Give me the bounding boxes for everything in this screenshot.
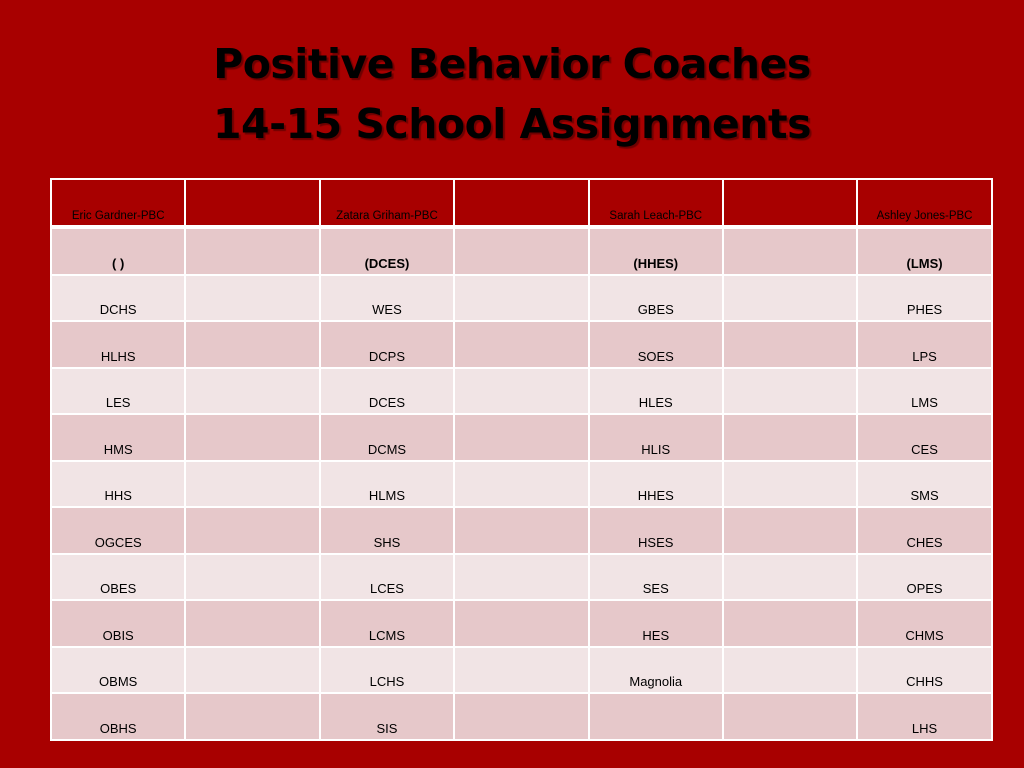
table-cell [454,554,588,601]
table-cell [185,693,319,740]
table-cell [185,275,319,322]
table-cell: OBES [51,554,185,601]
table-cell: LHS [857,693,991,740]
header-cell [723,179,857,227]
table-cell [723,461,857,508]
table-cell: HES [589,600,723,647]
table-cell: WES [320,275,454,322]
table-cell [185,461,319,508]
table-row [51,414,992,461]
table-cell: OBIS [51,600,185,647]
table-cell [723,507,857,554]
table-cell: HHES [589,461,723,508]
table-row [51,368,992,415]
table-cell [185,321,319,368]
table-row [51,600,992,647]
table-cell [185,368,319,415]
table-cell: OGCES [51,507,185,554]
table-cell: CES [857,414,991,461]
table-cell [723,321,857,368]
table-cell: LES [51,368,185,415]
table-cell [454,275,588,322]
table-cell [185,507,319,554]
table-cell [589,693,723,740]
table-cell [454,600,588,647]
table-row [51,321,992,368]
table-cell: DCMS [320,414,454,461]
table-cell: HHS [51,461,185,508]
table-cell: HLES [589,368,723,415]
table-cell [723,600,857,647]
table-cell: LMS [857,368,991,415]
header-cell: Eric Gardner-PBC [51,179,185,227]
table-cell [723,414,857,461]
table-cell [454,647,588,694]
table-cell: CHMS [857,600,991,647]
table-row [51,227,992,275]
table-row [51,554,992,601]
table-cell: HLHS [51,321,185,368]
table-cell: SMS [857,461,991,508]
table-cell: LCHS [320,647,454,694]
table-cell: SHS [320,507,454,554]
table-cell: HSES [589,507,723,554]
table-cell [723,693,857,740]
table-cell: GBES [589,275,723,322]
table-cell [454,227,588,275]
table-cell [454,321,588,368]
table-cell: (LMS) [857,227,991,275]
table-cell: OBMS [51,647,185,694]
table-cell: OBHS [51,693,185,740]
table-body [51,227,992,740]
table-cell: HLIS [589,414,723,461]
title-line-1: Positive Behavior Coaches [213,40,811,88]
table-row [51,507,992,554]
table-cell [723,368,857,415]
table-cell [454,368,588,415]
assignments-table [50,178,993,741]
table-cell: HMS [51,414,185,461]
table-cell [185,554,319,601]
table-row [51,461,992,508]
table-cell [723,275,857,322]
table-cell [723,227,857,275]
header-cell: Zatara Griham-PBC [320,179,454,227]
header-cell [454,179,588,227]
slide-title [0,34,1024,154]
table-cell [185,600,319,647]
table-cell: (HHES) [589,227,723,275]
table-cell [454,507,588,554]
table-cell [723,647,857,694]
table-cell [454,414,588,461]
table-cell: SOES [589,321,723,368]
table-header-row [51,179,992,227]
table-cell [185,227,319,275]
table-row [51,275,992,322]
table-cell: DCHS [51,275,185,322]
table-cell: CHES [857,507,991,554]
table-cell [185,647,319,694]
table-cell: LCES [320,554,454,601]
table-cell: HLMS [320,461,454,508]
table-cell: Magnolia [589,647,723,694]
table-cell: SIS [320,693,454,740]
table-cell: DCPS [320,321,454,368]
header-cell: Sarah Leach-PBC [589,179,723,227]
table-cell [723,554,857,601]
header-cell: Ashley Jones-PBC [857,179,991,227]
table-row [51,693,992,740]
table-cell: LCMS [320,600,454,647]
table-cell: CHHS [857,647,991,694]
table-row [51,647,992,694]
table-cell [454,693,588,740]
table-cell: ( ) [51,227,185,275]
title-line-2: 14-15 School Assignments [213,100,811,148]
table-cell: LPS [857,321,991,368]
header-cell [185,179,319,227]
table-cell [185,414,319,461]
table-cell: SES [589,554,723,601]
table-cell [454,461,588,508]
table-cell: (DCES) [320,227,454,275]
table-cell: PHES [857,275,991,322]
table-cell: OPES [857,554,991,601]
table-cell: DCES [320,368,454,415]
